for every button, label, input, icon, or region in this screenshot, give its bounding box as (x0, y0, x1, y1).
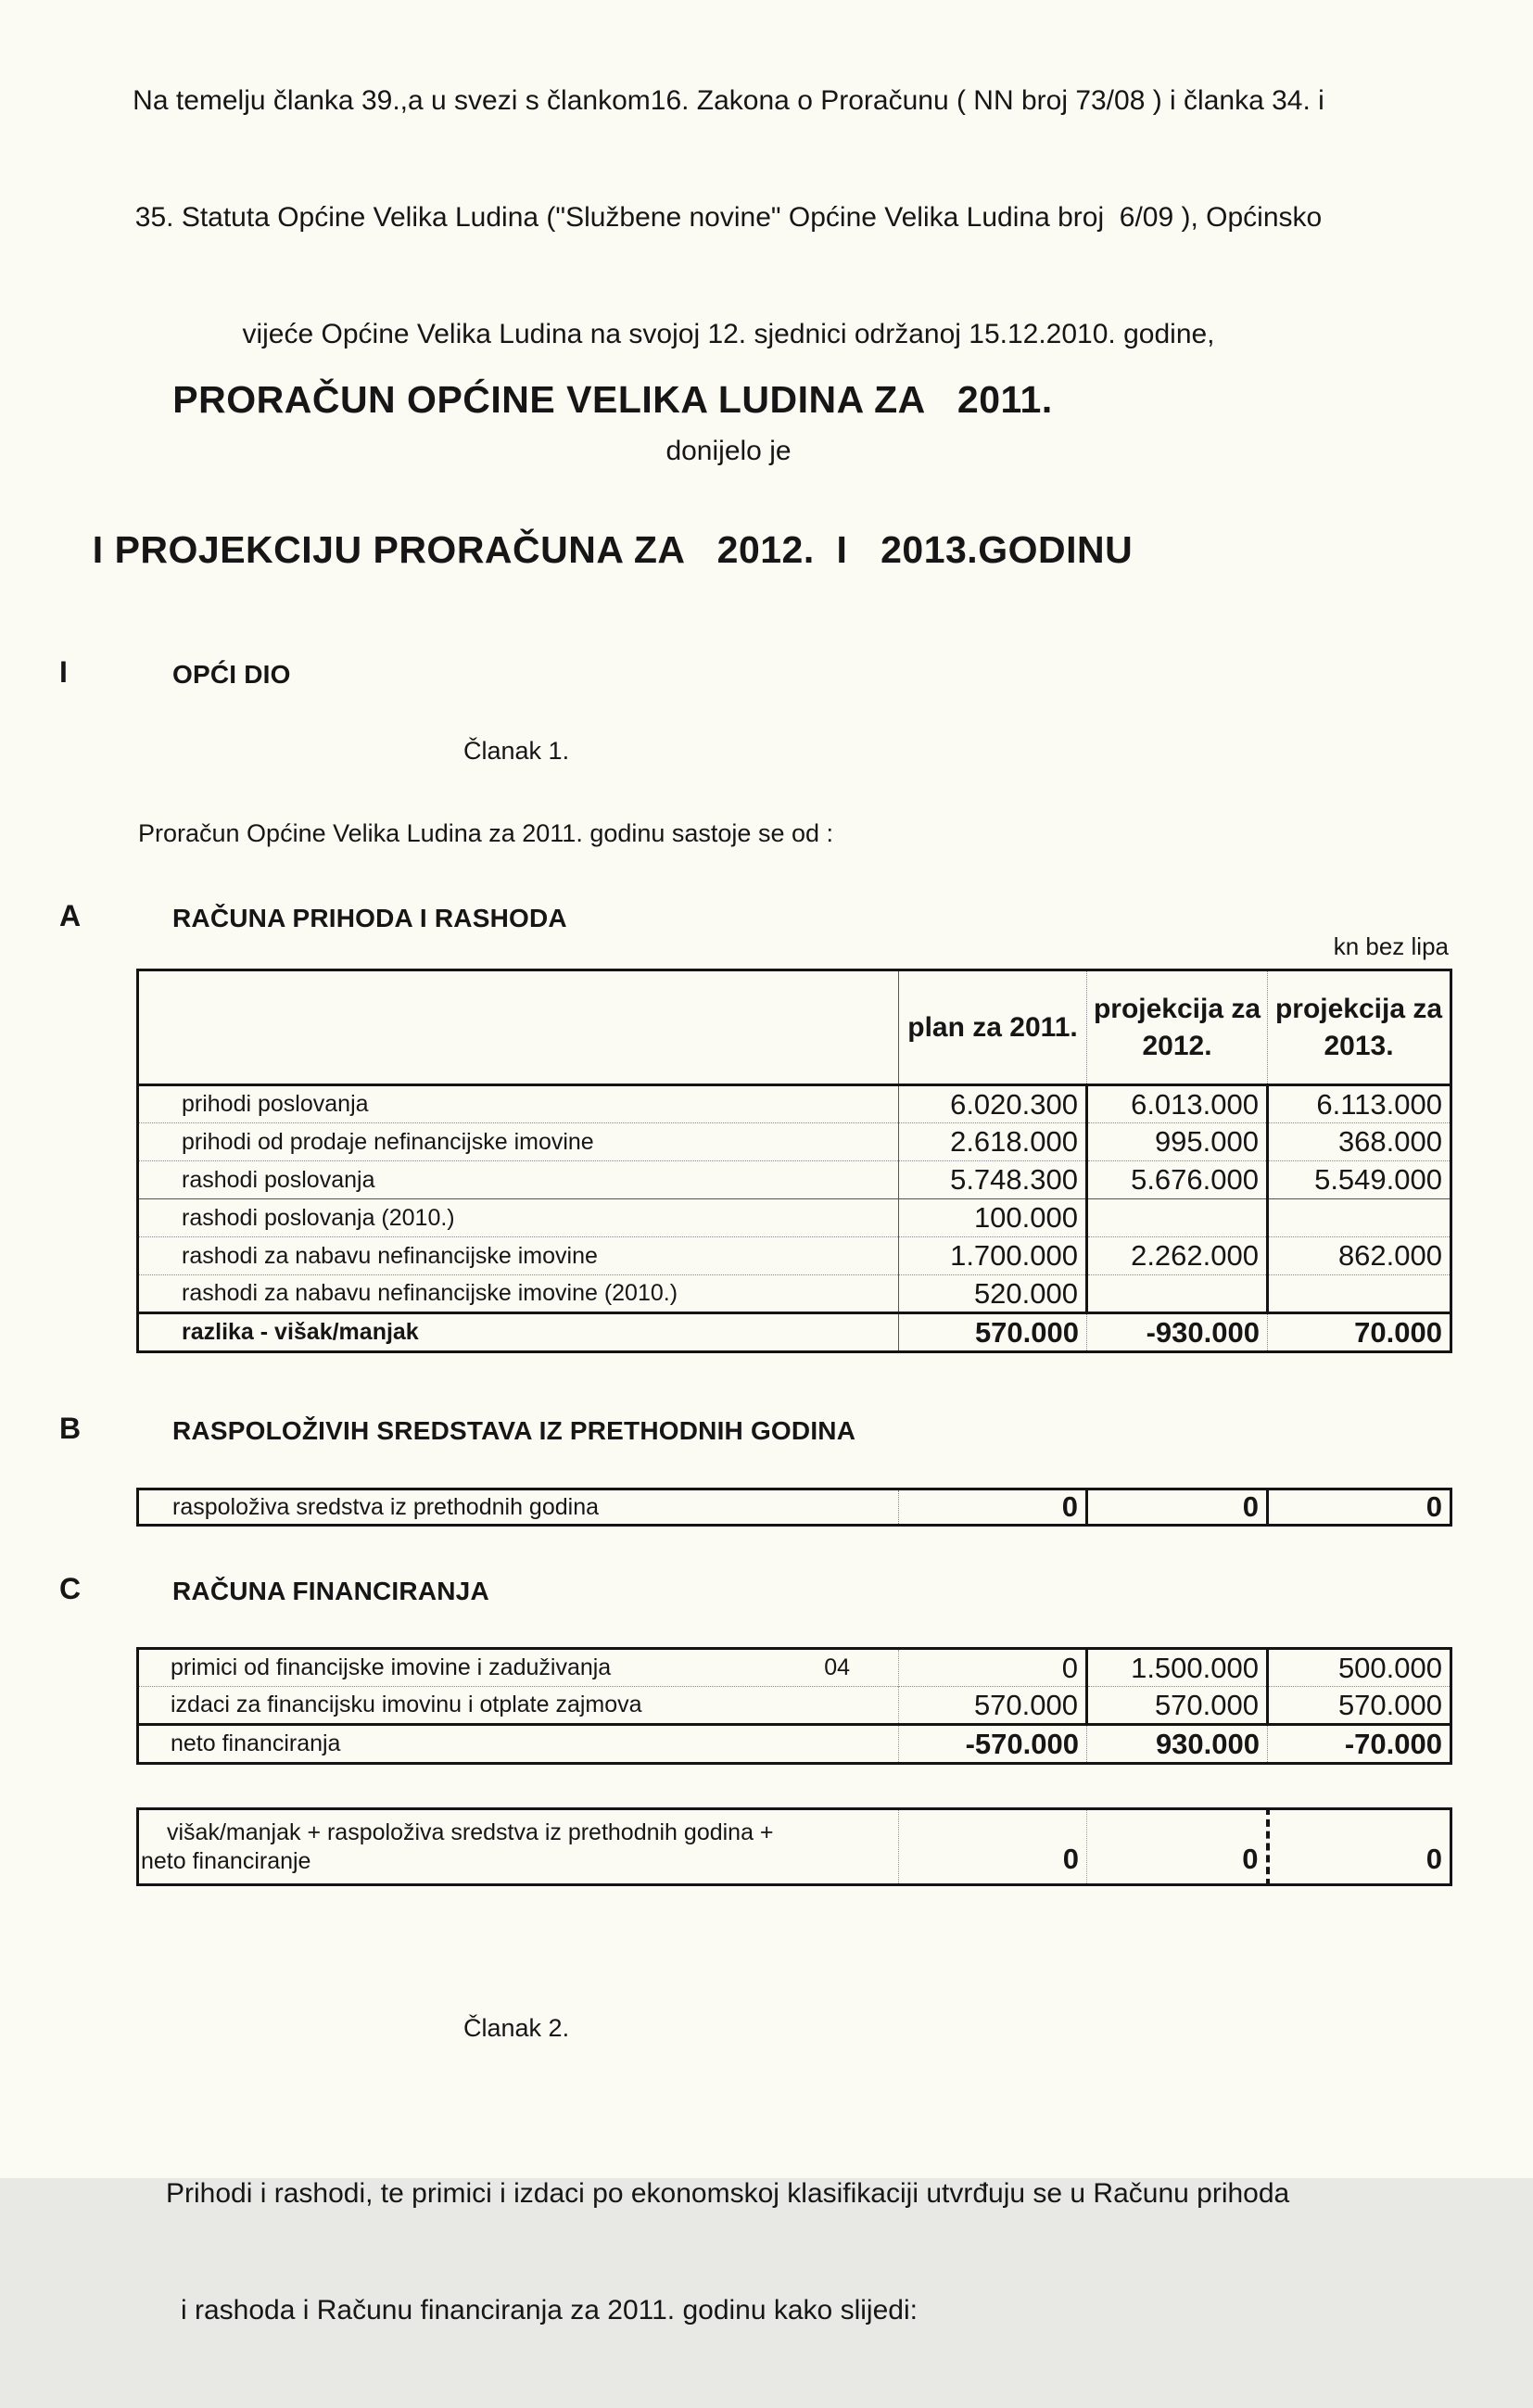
table-row (138, 1123, 1451, 1161)
closing-line: Prihodi i rashodi, te primici i izdaci po ekonomskoj klasifikaciji utvrđuju se u Računu prihoda (166, 2178, 1290, 2209)
budget-table-c (136, 1647, 1452, 1765)
row-label: izdaci za financijsku imovinu i otplate zajmova (171, 1692, 642, 1717)
row-label: rashodi za nabavu nefinancijske imovine (182, 1242, 598, 1269)
section-c-heading: RAČUNA FINANCIRANJA (172, 1577, 489, 1605)
article-1-label: Članak 1. (463, 737, 570, 765)
section-b-heading: RASPOLOŽIVIH SREDSTAVA IZ PRETHODNIH GODINA (172, 1416, 856, 1445)
value-2011: 570.000 (899, 1687, 1087, 1725)
summary-table (136, 1807, 1452, 1886)
row-label: prihodi poslovanja (182, 1091, 369, 1117)
unit-note: kn bez lipa (1333, 932, 1449, 960)
budget-table-a (136, 969, 1452, 1353)
preamble-line: donijelo je (665, 436, 792, 466)
value-2012: 930.000 (1087, 1725, 1268, 1764)
value-2013: 0 (1268, 1809, 1451, 1885)
table-row (138, 1085, 1451, 1123)
closing-paragraph (166, 2097, 1289, 2408)
row-label: primici od financijske imovine i zaduživanja (171, 1654, 612, 1680)
section-general-heading: OPĆI DIO (172, 660, 291, 689)
table-row (138, 1199, 1451, 1237)
value-2012 (1087, 1199, 1268, 1237)
table-total-row (138, 1725, 1451, 1764)
section-a-heading: RAČUNA PRIHODA I RASHODA (172, 904, 567, 932)
value-2012: 0 (1087, 1489, 1268, 1526)
value-2013: 862.000 (1268, 1237, 1451, 1275)
table-row (138, 1237, 1451, 1275)
section-c-index: C (59, 1572, 82, 1605)
section-b-index: B (59, 1412, 82, 1445)
value-2012: 5.676.000 (1087, 1161, 1268, 1199)
row-label: raspoloživa sredstva iz prethodnih godina (172, 1493, 599, 1520)
budget-table-b (136, 1488, 1452, 1527)
row-label: rashodi poslovanja (182, 1166, 375, 1193)
value-2013 (1268, 1199, 1451, 1237)
value-2012: 0 (1087, 1809, 1268, 1885)
row-label: neto financiranja (171, 1730, 341, 1756)
section-a-index: A (59, 899, 82, 932)
value-2013: 500.000 (1268, 1649, 1451, 1687)
preamble-line: vijeće Općine Velika Ludina na svojoj 12. sjednici održanoj 15.12.2010. godine, (242, 319, 1215, 349)
row-label: razlika - višak/manjak (182, 1319, 419, 1345)
document-title-line2: I PROJEKCIJU PRORAČUNA ZA 2012. I 2013.GODINU (92, 528, 1134, 571)
intro-text: Proračun Općine Velika Ludina za 2011. godinu sastoje se od : (138, 819, 834, 847)
row-label: rashodi poslovanja (2010.) (182, 1204, 455, 1231)
article-2-label: Članak 2. (463, 2014, 570, 2042)
row-label-line1: višak/manjak + raspoloživa sredstva iz prethodnih godina + (167, 1819, 774, 1845)
table-row (138, 1161, 1451, 1199)
column-header-plan-2011: plan za 2011. (899, 970, 1087, 1085)
value-2013: 5.549.000 (1268, 1161, 1451, 1199)
value-2012: 570.000 (1087, 1687, 1268, 1725)
row-label: rashodi za nabavu nefinancijske imovine (2010.) (182, 1280, 678, 1306)
account-code: 04 (824, 1654, 850, 1680)
value-2013: 70.000 (1268, 1313, 1451, 1352)
value-2012: 6.013.000 (1087, 1085, 1268, 1123)
table-a-header-row (138, 970, 1451, 1085)
table-row (138, 1649, 1451, 1687)
section-general-index: I (59, 655, 68, 689)
row-label-line2: neto financiranje (141, 1847, 311, 1874)
value-2013: 6.113.000 (1268, 1085, 1451, 1123)
table-row (138, 1809, 1451, 1885)
column-header-empty (138, 970, 899, 1085)
preamble-line: 35. Statuta Općine Velika Ludina ("Službene novine" Općine Velika Ludina broj 6/09 ), Općinsko (134, 202, 1323, 233)
value-2011: 100.000 (899, 1199, 1087, 1237)
value-2011: 5.748.300 (899, 1161, 1087, 1199)
value-2011: 0 (899, 1649, 1087, 1687)
value-2011: 6.020.300 (899, 1085, 1087, 1123)
value-2013: 368.000 (1268, 1123, 1451, 1161)
value-2011: 2.618.000 (899, 1123, 1087, 1161)
value-2013: -70.000 (1268, 1725, 1451, 1764)
value-2012: 2.262.000 (1087, 1237, 1268, 1275)
value-2011: 0 (899, 1489, 1087, 1526)
value-2011: 520.000 (899, 1275, 1087, 1313)
column-header-projection-2012: projekcija za 2012. (1087, 970, 1268, 1085)
table-row (138, 1489, 1451, 1526)
value-2013: 570.000 (1268, 1687, 1451, 1725)
value-2012: 995.000 (1087, 1123, 1268, 1161)
value-2013 (1268, 1275, 1451, 1313)
column-header-projection-2013: projekcija za 2013. (1268, 970, 1451, 1085)
table-row (138, 1687, 1451, 1725)
value-2011: 1.700.000 (899, 1237, 1087, 1275)
document-title-line1: PRORAČUN OPĆINE VELIKA LUDINA ZA 2011. (172, 378, 1053, 421)
table-total-row (138, 1313, 1451, 1352)
value-2013: 0 (1268, 1489, 1451, 1526)
value-2011: 570.000 (899, 1313, 1087, 1352)
closing-line: i rashoda i Računu financiranja za 2011. godinu kako slijedi: (181, 2295, 918, 2326)
table-row (138, 1275, 1451, 1313)
row-label: prihodi od prodaje nefinancijske imovine (182, 1128, 594, 1155)
value-2012 (1087, 1275, 1268, 1313)
value-2011: -570.000 (899, 1725, 1087, 1764)
preamble-line: Na temelju članka 39.,a u svezi s člankom16. Zakona o Proračunu ( NN broj 73/08 ) i članka 34. i (133, 85, 1324, 116)
value-2012: -930.000 (1087, 1313, 1268, 1352)
value-2012: 1.500.000 (1087, 1649, 1268, 1687)
value-2011: 0 (899, 1809, 1087, 1885)
document-title (0, 274, 1225, 675)
